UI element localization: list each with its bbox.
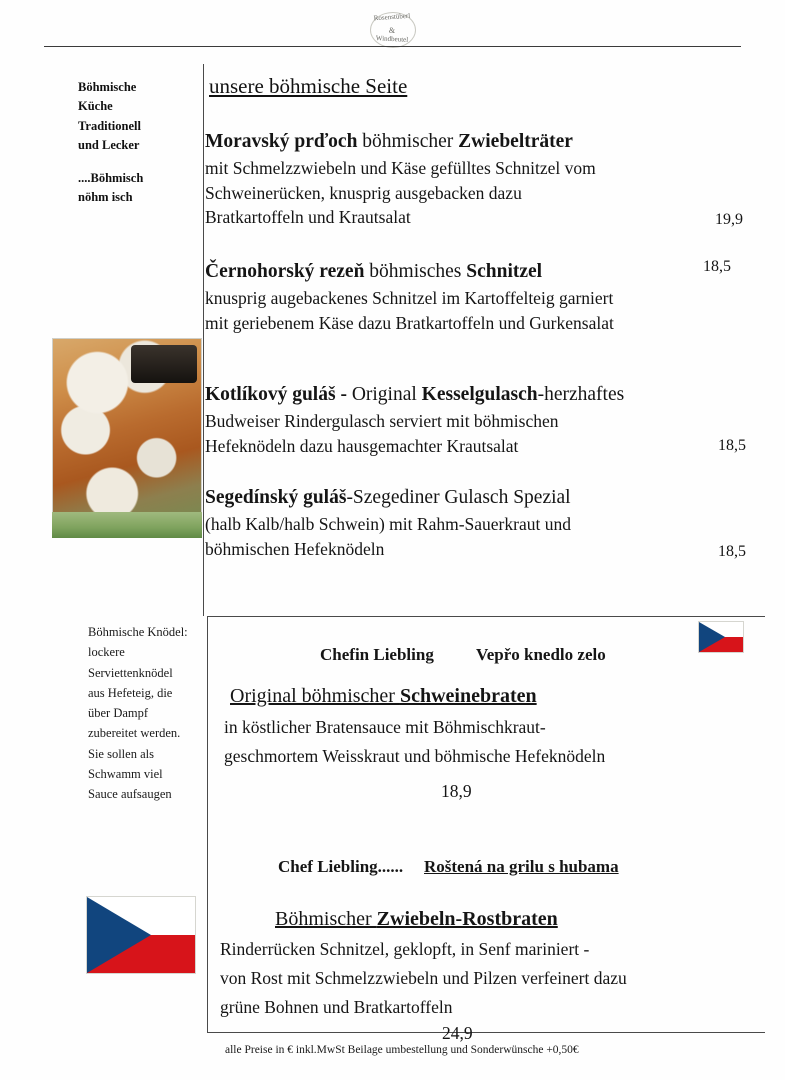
special-1-price: 18,9: [441, 781, 472, 801]
dish-3-desc-line-1: Budweiser Rindergulasch serviert mit böhmischen: [205, 410, 559, 431]
dish-2-name: [205, 258, 745, 286]
dish-item-3: [205, 381, 745, 458]
special-2-title-bold: Zwiebeln-Rostbraten: [376, 908, 558, 930]
dish-2-name-part-1: Černohorský rezeň: [205, 261, 365, 282]
left-heading-line-1: Böhmische: [78, 80, 137, 94]
flag-blue-triangle: [699, 622, 725, 652]
special-1-desc-line-1: in köstlicher Bratensauce mit Böhmischkraut-: [224, 717, 546, 737]
page-title: unsere böhmische Seite: [209, 74, 408, 98]
flag-blue-triangle: [87, 897, 151, 973]
special-1-title-pre: Original böhmischer: [230, 685, 400, 707]
dish-item-1: [205, 128, 745, 230]
special-2-desc-line-2: von Rost mit Schmelzzwiebeln und Pilzen verfeinert dazu: [220, 968, 627, 988]
logo-line-1: Rosenstüberl: [373, 11, 411, 23]
dish-1-desc-line-2: Schweinerücken, knusprig ausgebacken dazu: [205, 182, 522, 203]
special-1-title: [230, 682, 537, 710]
dish-3-name-part-1: Kotlíkový guláš -: [205, 384, 347, 405]
special-2-title-pre: Böhmischer: [275, 908, 377, 930]
special-1-title-bold: Schweinebraten: [399, 685, 537, 707]
dish-1-name-part-3: Zwiebelträter: [458, 131, 573, 152]
special-2-title: [275, 905, 558, 933]
dish-3-desc-line-2: Hefeknödeln dazu hausgemachter Krautsalat: [205, 435, 519, 456]
chefin-liebling-label: Chefin Liebling: [320, 645, 434, 664]
chef-liebling-label: Chef Liebling......: [278, 857, 404, 876]
header-divider: [44, 46, 741, 47]
special-1-desc-line-2: geschmortem Weisskraut und böhmische Hefeknödeln: [224, 746, 606, 766]
footer-note: alle Preise in € inkl.MwSt Beilage umbestellung und Sonderwünsche +0,50€: [225, 1044, 579, 1056]
dish-4-name-part-2: -Szegediner Gulasch Spezial: [346, 487, 571, 508]
special-2-price: 24,9: [442, 1023, 473, 1043]
dish-1-desc-line-1: mit Schmelzzwiebeln und Käse gefülltes Schnitzel vom: [205, 157, 596, 178]
special-2-desc-line-3: grüne Bohnen und Bratkartoffeln: [220, 997, 453, 1017]
left-subheading-line-2: nöhm isch: [78, 189, 133, 204]
dish-4-name-part-1: Segedínský guláš: [205, 487, 347, 508]
special-2-desc-line-1: Rinderrücken Schnitzel, geklopft, in Senf mariniert -: [220, 939, 590, 959]
dish-3-name-part-4: -herzhaftes: [537, 384, 625, 405]
dish-4-price: 18,5: [718, 543, 746, 560]
photo-pot-detail: [131, 345, 197, 383]
czech-flag-icon-small: [698, 621, 744, 653]
dish-1-name-part-1: Moravský prďoch: [205, 131, 358, 152]
logo-line-3: Windbeutel: [375, 34, 409, 44]
left-subheading-line-1: ....Böhmisch: [78, 170, 144, 185]
goulash-photo: [52, 338, 202, 538]
dish-item-4: [205, 484, 745, 561]
dish-1-name-part-2: böhmischer: [357, 131, 459, 152]
logo-line-2: &: [388, 26, 396, 35]
specials-box: [207, 616, 765, 1043]
dish-3-name-part-2: Original: [346, 384, 422, 405]
dish-item-2: [205, 258, 745, 335]
dish-3-name-part-3: Kesselgulasch: [421, 384, 538, 405]
chefin-liebling-dish: Vepřo knedlo zelo: [476, 645, 606, 664]
dish-3-name: [205, 381, 745, 409]
czech-flag-icon-large: [86, 896, 196, 974]
dish-1-name: [205, 128, 745, 156]
dish-4-desc-line-2: böhmischen Hefeknödeln: [205, 538, 385, 559]
photo-plate-edge: [52, 512, 202, 538]
dumpling-note: Böhmische Knödel: lockere Serviettenknödel aus Hefeteig, die über Dampf zubereitet werden. Sie sollen als Schwamm viel Sauce aufsaugen: [88, 625, 188, 801]
dish-2-name-part-3: Schnitzel: [466, 261, 543, 282]
left-heading-line-4: und Lecker: [78, 138, 140, 153]
dish-3-price: 18,5: [718, 437, 746, 454]
column-divider: [203, 64, 204, 616]
dish-1-price: 19,9: [715, 211, 743, 228]
dish-2-price: 18,5: [703, 258, 731, 275]
left-heading: [78, 78, 188, 207]
dish-4-desc-line-1: (halb Kalb/halb Schwein) mit Rahm-Sauerkraut und: [205, 513, 571, 534]
left-heading-line-2: Küche: [78, 99, 113, 114]
dish-2-name-part-2: böhmisches: [364, 261, 467, 282]
dish-4-name: [205, 484, 745, 512]
chef-liebling-dish: Roštená na grilu s hubama: [424, 857, 619, 876]
left-heading-line-3: Traditionell: [78, 118, 141, 133]
dish-2-desc-line-1: knusprig augebackenes Schnitzel im Kartoffelteig garniert: [205, 287, 614, 308]
dish-2-desc-line-2: mit geriebenem Käse dazu Bratkartoffeln und Gurkensalat: [205, 312, 614, 333]
dish-1-desc-line-3: Bratkartoffeln und Krautsalat: [205, 207, 411, 228]
